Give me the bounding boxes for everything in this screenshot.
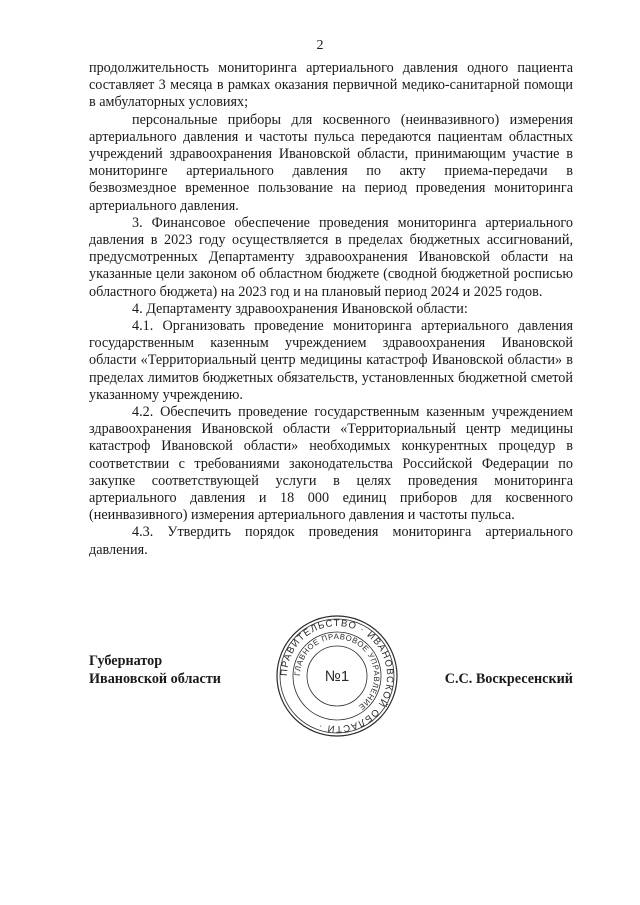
page-number: 2 <box>316 38 324 53</box>
paragraph-3-financing: 3. Финансовое обеспечение проведения мониторинга артериального давления в 2023 году осуществляется в пределах бюджетных ассигнований, предусмотренных Департаменту здравоохранения Ивановской области на указанные цели законом об областном бюджете (сводной бюджетной росписью областного бюджета) на 2023 год и на плановый период 2024 и 2025 годов. <box>89 214 573 300</box>
stamp-outer-text: ПРАВИТЕЛЬСТВО · ИВАНОВСКОЙ ОБЛАСТИ · <box>278 617 396 735</box>
paragraph-4-1: 4.1. Организовать проведение мониторинга артериального давления государственным казенным учреждением здравоохранения Ивановской области «Территориальный центр медицины катастроф Ивановской области» в пределах лимитов бюджетных обязательств, установленных бюджетной сметой указанному учреждению. <box>89 318 573 403</box>
official-stamp <box>275 614 399 738</box>
paragraph-4-3: 4.3. Утвердить порядок проведения мониторинга артериального давления. <box>89 524 573 558</box>
signatory-title-line1: Губернатор <box>89 653 163 669</box>
stamp-seal-icon <box>275 614 399 738</box>
document-body <box>89 60 573 559</box>
paragraph-4-department: 4. Департаменту здравоохранения Ивановской области: <box>132 300 468 317</box>
signatory-title-line2: Ивановской области <box>89 671 221 687</box>
stamp-number: №1 <box>324 668 350 685</box>
stamp-inner-text: ГЛАВНОЕ ПРАВОВОЕ УПРАВЛЕНИЕ <box>292 631 382 713</box>
signature-block <box>89 617 573 758</box>
paragraph-devices-transfer: персональные приборы для косвенного (неинвазивного) измерения артериального давления и частоты пульса передаются пациентам областных учреждений здравоохранения Ивановской области, принимающим участие в мониторинге артериального давления по акту приема-передачи в безвозмездное временное пользование на период проведения мониторинга артериального давления. <box>89 111 573 214</box>
signatory-title <box>89 652 221 688</box>
paragraph-monitoring-duration: продолжительность мониторинга артериального давления одного пациента составляет 3 месяца в рамках оказания первичной медико-санитарной помощи в амбулаторных условиях; <box>89 60 573 111</box>
signatory-name: С.С. Воскресенский <box>444 671 573 687</box>
paragraph-4-2: 4.2. Обеспечить проведение государственным казенным учреждением здравоохранения Ивановской области «Территориальный центр медицины катастроф Ивановской области» необходимых конкурентных процедур в соответствии с требованиями законодательства Российской Федерации по закупке соответствующей услуги в целях проведения мониторинга артериального давления и 18 000 единиц приборов для косвенного (неинвазивного) измерения артериального давления и частоты пульса. <box>89 404 573 524</box>
